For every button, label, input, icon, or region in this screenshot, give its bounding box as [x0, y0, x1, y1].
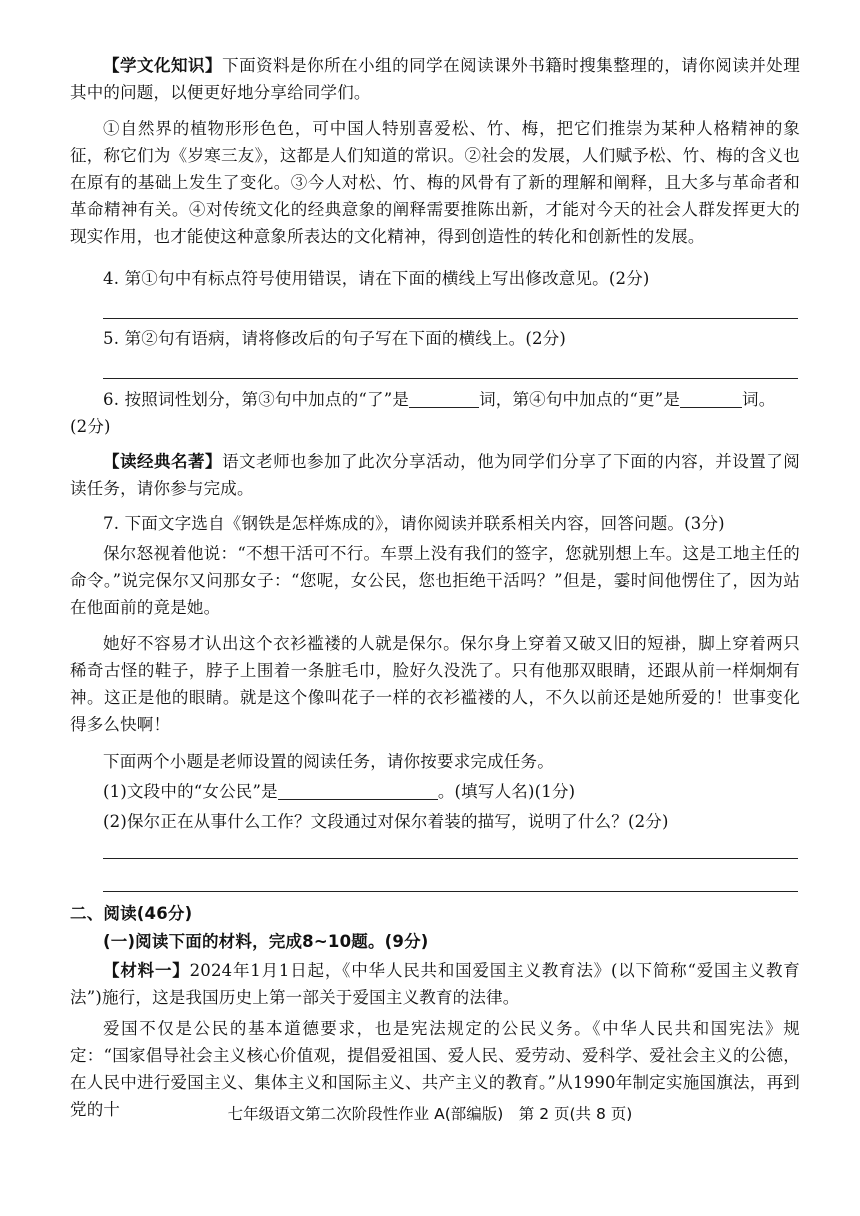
question-7: 7. 下面文字选自《钢铁是怎样炼成的》，请你阅读并联系相关内容，回答问题。(3分) — [103, 514, 725, 533]
culture-tag: 【学文化知识】 — [103, 56, 223, 75]
question-4: 4. 第①句中有标点符号使用错误，请在下面的横线上写出修改意见。(2分) — [103, 269, 650, 288]
answer-line-sub2-1[interactable] — [103, 858, 798, 859]
material-1 — [70, 957, 800, 1011]
culture-passage: ①自然界的植物形形色色，可中国人特别喜爱松、竹、梅，把它们推崇为某种人格精神的象征，称它们为《岁寒三友》，这都是人们知道的常识。②社会的发展，人们赋予松、竹、梅的含义也在原有的基础上发生了变化。③今人对松、竹、梅的风骨有了新的理解和阐释，且大多与革命者和革命精神有关。④对传统文化的经典意象的阐释需要推陈出新，才能对今天的社会人群发挥更大的现实作用，也才能使这种意象所表达的文化精神，得到创造性的转化和创新性的发展。 — [70, 119, 800, 246]
q6-part-c: 词。 — [742, 390, 776, 409]
answer-blank-q6-le[interactable] — [409, 389, 479, 408]
classics-intro — [70, 448, 800, 502]
novel-paragraph-1: 保尔怒视着他说：“不想干活可不行。车票上没有我们的签字，您就别想上车。这是工地主任的命令。”说完保尔又问那女子：“您呢，女公民，您也拒绝干活吗？”但是，霎时间他愣住了，因为站在他面前的竟是她。 — [70, 544, 800, 617]
q6-part-b: 词，第④句中加点的“更”是 — [479, 390, 681, 409]
sub-question-1 — [70, 778, 800, 805]
answer-line-q5[interactable] — [103, 378, 798, 379]
sub1-part-b: 。(填写人名)(1分) — [437, 782, 576, 801]
page-footer: 七年级语文第二次阶段性作业 A(部编版) 第 2 页(共 8 页) — [227, 1105, 633, 1123]
answer-blank-q6-geng[interactable] — [680, 389, 742, 408]
answer-blank-sub1[interactable] — [278, 781, 438, 800]
q6-part-a: 6. 按照词性划分，第③句中加点的“了”是 — [103, 390, 410, 409]
culture-intro — [70, 52, 800, 106]
sub1-part-a: (1)文段中的“女公民”是 — [103, 782, 278, 801]
reading-paragraph: 爱国不仅是公民的基本道德要求，也是宪法规定的公民义务。《中华人民共和国宪法》规定：“国家倡导社会主义核心价值观，提倡爱祖国、爱人民、爱劳动、爱科学、爱社会主义的公德，在人民中进行爱国主义、集体主义和国际主义、共产主义的教育。”从1990年制定实施国旗法，再到党的十 — [70, 1019, 800, 1119]
novel-paragraph-2: 她好不容易才认出这个衣衫褴褛的人就是保尔。保尔身上穿着又破又旧的短褂，脚上穿着两只稀奇古怪的鞋子，脖子上围着一条脏毛巾，脸好久没洗了。只有他那双眼睛，还跟从前一样炯炯有神。这正是他的眼睛。就是这个像叫花子一样的衣衫褴褛的人，不久以前还是她所爱的！世事变化得多么快啊！ — [70, 634, 800, 734]
task-intro: 下面两个小题是老师设置的阅读任务，请你按要求完成任务。 — [103, 752, 554, 771]
answer-line-q4[interactable] — [103, 318, 798, 319]
section-reading-subheading: (一)阅读下面的材料，完成8~10题。(9分) — [103, 932, 429, 951]
material-1-text: 2024年1月1日起，《中华人民共和国爱国主义教育法》(以下简称“爱国主义教育法”)施行，这是我国历史上第一部关于爱国主义教育的法律。 — [70, 961, 800, 1007]
section-reading-heading: 二、阅读(46分) — [70, 904, 193, 923]
answer-line-sub2-2[interactable] — [103, 891, 798, 892]
material-1-tag: 【材料一】 — [103, 961, 190, 980]
sub-question-2: (2)保尔正在从事什么工作？文段通过对保尔着装的描写，说明了什么？(2分) — [103, 812, 669, 831]
classics-intro-text: 语文老师也参加了此次分享活动，他为同学们分享了下面的内容，并设置了阅读任务，请你参与完成。 — [70, 452, 800, 498]
classics-tag: 【读经典名著】 — [103, 452, 223, 471]
question-6 — [70, 386, 800, 440]
question-5: 5. 第②句有语病，请将修改后的句子写在下面的横线上。(2分) — [103, 329, 567, 348]
q6-score: (2分) — [70, 417, 111, 436]
culture-intro-text: 下面资料是你所在小组的同学在阅读课外书籍时搜集整理的，请你阅读并处理其中的问题，以便更好地分享给同学们。 — [70, 56, 800, 102]
